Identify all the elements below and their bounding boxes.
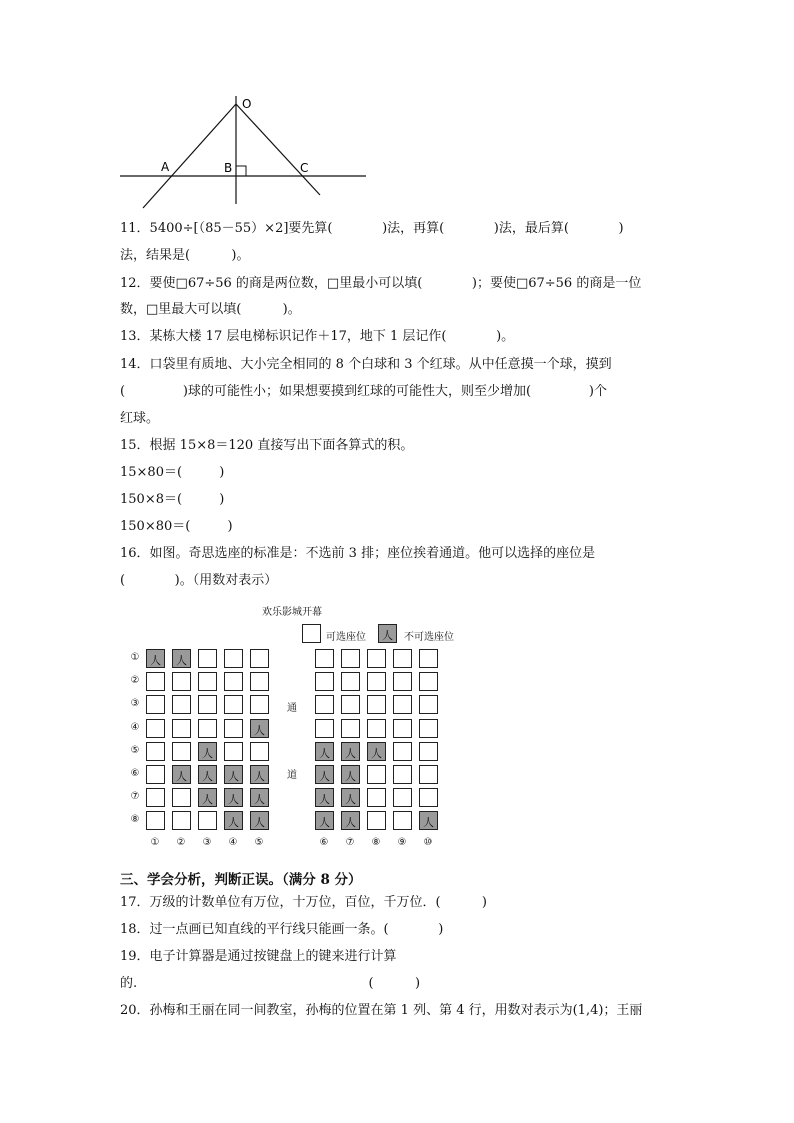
seat-available[interactable] [315, 695, 334, 714]
row-label: ③ [130, 698, 140, 710]
seat-taken [198, 742, 217, 761]
q13-line: 13．某栋大楼 17 层电梯标识记作＋17，地下 1 层记作( )。 [120, 329, 515, 344]
q16-line1: 16．如图。奇思选座的标准是：不选前 3 排；座位挨着通道。他可以选择的座位是 [120, 546, 596, 561]
seat-available[interactable] [419, 672, 438, 691]
seat-available[interactable] [172, 788, 191, 807]
seat-available[interactable] [224, 695, 243, 714]
seat-available[interactable] [367, 765, 386, 784]
seat-available[interactable] [419, 788, 438, 807]
seat-available[interactable] [367, 695, 386, 714]
seat-taken [315, 765, 334, 784]
seat-taken [250, 765, 269, 784]
row-label: ⑥ [130, 768, 140, 779]
seat-available[interactable] [315, 649, 334, 668]
seat-available[interactable] [146, 742, 165, 761]
column-label: ⑩ [423, 836, 433, 848]
seat-taken [198, 765, 217, 784]
seat-available[interactable] [198, 695, 217, 714]
q15-b: 150×8＝( ) [120, 492, 225, 507]
seat-available[interactable] [146, 765, 165, 784]
seat-available[interactable] [224, 742, 243, 761]
seat-taken [250, 719, 269, 738]
seat-taken [315, 742, 334, 761]
seat-available[interactable] [224, 672, 243, 691]
seat-taken [315, 788, 334, 807]
seat-available[interactable] [146, 672, 165, 691]
seat-available[interactable] [172, 695, 191, 714]
seat-available[interactable] [419, 719, 438, 738]
seat-available[interactable] [419, 649, 438, 668]
seat-available[interactable] [393, 719, 412, 738]
seat-available[interactable] [172, 719, 191, 738]
label-b: B [224, 161, 233, 175]
seat-available[interactable] [198, 672, 217, 691]
q19-line2: 的. ( ) [120, 976, 421, 991]
seat-available[interactable] [367, 672, 386, 691]
aisle-label-bottom: 道 [287, 770, 297, 781]
seat-taken [341, 742, 360, 761]
column-label: ⑨ [397, 836, 407, 848]
seat-available[interactable] [172, 742, 191, 761]
seat-available[interactable] [419, 695, 438, 714]
seat-available[interactable] [250, 742, 269, 761]
ray-oa [143, 104, 236, 208]
seat-available[interactable] [146, 811, 165, 830]
q11-line1: 11．5400÷[（85－55）×2]要先算( )法，再算( )法，最后算( ) [120, 221, 624, 236]
q14-line1: 14．口袋里有质地、大小完全相同的 8 个白球和 3 个红球。从中任意摸一个球，摸到 [120, 357, 612, 372]
seat-available[interactable] [341, 672, 360, 691]
q19-line1: 19．电子计算器是通过按键盘上的键来进行计算 [120, 949, 397, 964]
q18-line: 18．过一点画已知直线的平行线只能画一条。( ) [120, 922, 444, 937]
seat-available[interactable] [146, 719, 165, 738]
column-label: ④ [228, 836, 238, 848]
seat-taken [224, 765, 243, 784]
seat-available[interactable] [250, 672, 269, 691]
label-a: A [161, 160, 170, 174]
q14-line3: 红球。 [120, 411, 160, 426]
seat-taken [172, 765, 191, 784]
aisle-label-top: 通 [287, 703, 297, 714]
legend-available-label: 可选座位 [326, 632, 366, 643]
legend-taken-box [378, 624, 397, 643]
row-label: ⑧ [130, 814, 140, 826]
seat-available[interactable] [367, 788, 386, 807]
q15-line: 15．根据 15×8＝120 直接写出下面各算式的积。 [120, 438, 414, 453]
section3-heading: 三、学会分析，判断正误。（满分 8 分） [120, 872, 362, 888]
seat-taken [341, 765, 360, 784]
column-label: ⑧ [371, 836, 381, 848]
seat-available[interactable] [198, 811, 217, 830]
seat-available[interactable] [341, 719, 360, 738]
seat-taken [341, 788, 360, 807]
row-label: ⑦ [130, 791, 140, 803]
right-angle-mark [236, 166, 246, 176]
column-label: ② [176, 836, 186, 848]
seat-chart-title: 欢乐影城开幕 [262, 607, 322, 618]
seat-taken [224, 811, 243, 830]
column-label: ⑤ [254, 836, 264, 848]
seat-taken [146, 649, 165, 668]
seat-available[interactable] [393, 742, 412, 761]
seat-available[interactable] [341, 649, 360, 668]
seat-available[interactable] [198, 719, 217, 738]
row-label: ② [130, 675, 140, 687]
seat-available[interactable] [367, 649, 386, 668]
seat-available[interactable] [250, 649, 269, 668]
q15-a: 15×80＝( ) [120, 465, 225, 480]
label-o: O [242, 97, 252, 111]
row-label: ④ [130, 721, 140, 733]
seat-available[interactable] [419, 742, 438, 761]
seat-taken [198, 788, 217, 807]
q16-line2: ( )。（用数对表示） [120, 573, 278, 588]
seat-available[interactable] [315, 672, 334, 691]
row-label: ⑤ [130, 744, 140, 756]
seat-available[interactable] [198, 649, 217, 668]
q15-c: 150×80＝( ) [120, 519, 233, 534]
seat-taken [224, 788, 243, 807]
q14-line2: ( )球的可能性小；如果想要摸到红球的可能性大，则至少增加( )个 [120, 384, 607, 399]
q12-line1: 12．要使□67÷56 的商是两位数，□里最小可以填( )；要使□67÷56 的商是一位 [120, 276, 642, 291]
seat-taken [172, 649, 191, 668]
seat-taken [367, 742, 386, 761]
seat-available[interactable] [393, 788, 412, 807]
q11-line2: 法，结果是( )。 [120, 248, 250, 263]
q20-line: 20．孙梅和王丽在同一间教室，孙梅的位置在第 1 列、第 4 行，用数对表示为(1,4)；王丽 [120, 1003, 643, 1018]
seat-available[interactable] [341, 695, 360, 714]
ray-oc [236, 104, 320, 195]
seat-available[interactable] [146, 695, 165, 714]
column-label: ① [150, 836, 160, 848]
seat-taken [250, 811, 269, 830]
seat-available[interactable] [146, 788, 165, 807]
column-label: ⑥ [319, 836, 329, 848]
seat-available[interactable] [393, 695, 412, 714]
seat-taken [341, 811, 360, 830]
legend-available-box [302, 624, 321, 643]
seat-taken [250, 788, 269, 807]
seat-available[interactable] [224, 649, 243, 668]
seat-available[interactable] [419, 765, 438, 784]
seat-available[interactable] [393, 649, 412, 668]
legend-taken-label: 不可选座位 [404, 632, 454, 643]
column-label: ③ [202, 836, 212, 848]
q12-line2: 数，□里最大可以填( )。 [120, 302, 301, 317]
column-label: ⑦ [345, 836, 355, 848]
seat-available[interactable] [393, 765, 412, 784]
seat-taken [315, 811, 334, 830]
seat-available[interactable] [393, 811, 412, 830]
q17-line: 17．万级的计数单位有万位，十万位，百位，千万位．( ) [120, 895, 488, 910]
seat-available[interactable] [393, 672, 412, 691]
seat-available[interactable] [224, 719, 243, 738]
seat-available[interactable] [367, 719, 386, 738]
seat-available[interactable] [172, 811, 191, 830]
seat-available[interactable] [250, 695, 269, 714]
label-c: C [300, 161, 309, 175]
seat-available[interactable] [315, 719, 334, 738]
seat-available[interactable] [367, 811, 386, 830]
seat-taken [419, 811, 438, 830]
row-label: ① [130, 652, 140, 663]
geometry-figure [0, 0, 794, 215]
seat-available[interactable] [172, 672, 191, 691]
